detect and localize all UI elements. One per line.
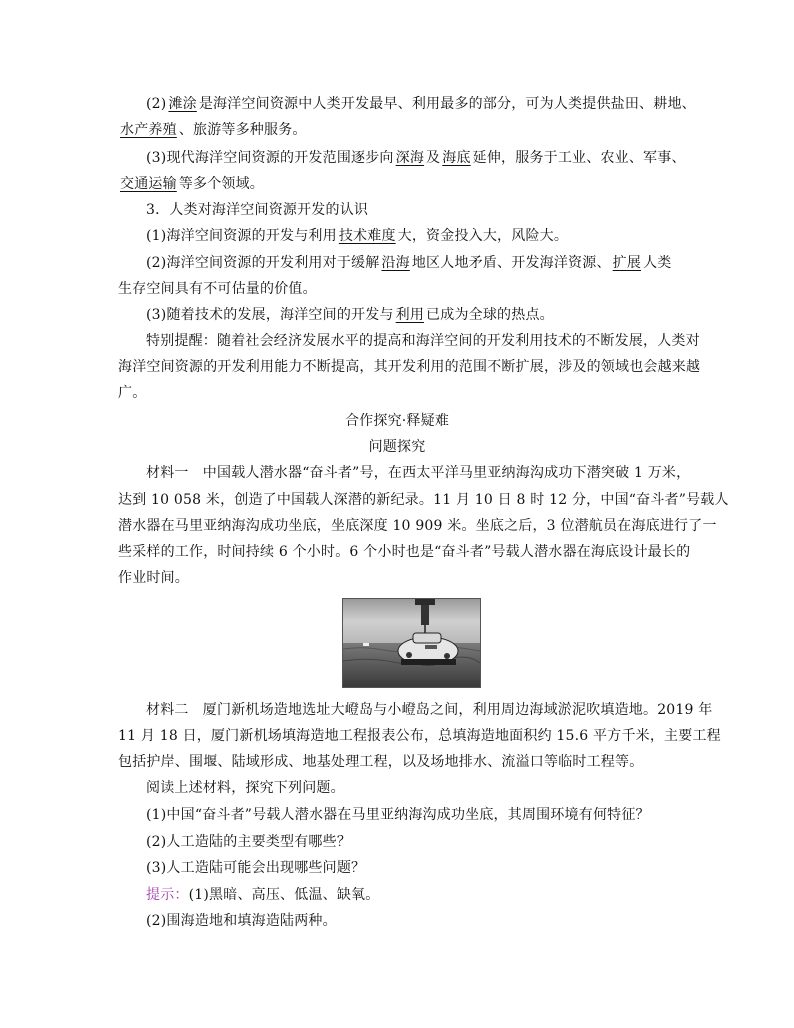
material-1-line-3: 潜水器在马里亚纳海沟成功坐底，坐底深度 10 909 米。坐底之后，3 位潜航员在海底进行了一 <box>118 518 717 534</box>
text: 是海洋空间资源中人类开发最早、利用最多的部分，可为人类提供盐田、耕地、 <box>198 96 696 112</box>
paragraph-5-line-1 <box>146 253 706 273</box>
material-1-line-1: 材料一 中国载人潜水器“奋斗者”号，在西太平洋马里亚纳海沟成功下潜突破 1 万米， <box>146 465 691 481</box>
text: 海洋空间资源的开发与利用 <box>166 228 337 244</box>
answer-blank: 深海 <box>395 150 425 166</box>
text: 现代海洋空间资源的开发范围逐步向 <box>166 150 394 166</box>
text: 及 <box>426 150 441 166</box>
question-intro: 阅读上述材料，探究下列问题。 <box>146 780 345 796</box>
answer-blank: 技术难度 <box>338 228 396 244</box>
hint-label: 提示： <box>146 887 189 903</box>
text: (1)黑暗、高压、低温、缺氧。 <box>188 887 380 903</box>
item-number: (1) <box>146 228 167 244</box>
item-number: (3) <box>146 307 167 323</box>
paragraph-4 <box>146 226 706 246</box>
item-number: (2) <box>146 255 167 271</box>
material-2-line-3: 包括护岸、围堰、陆域形成、地基处理工程，以及场地排水、流溢口等临时工程等。 <box>118 754 644 770</box>
submersible-image <box>343 599 480 687</box>
paragraph-6 <box>146 305 706 325</box>
answer-blank: 沿海 <box>381 255 410 271</box>
material-1-line-4: 些采样的工作，时间持续 6 个小时。6 个小时也是“奋斗者”号载人潜水器在海底设计最长的 <box>118 544 691 560</box>
text: 等多个领域。 <box>178 176 265 192</box>
answer-blank: 水产养殖 <box>120 122 177 138</box>
text: 延伸，服务于工业、农业、军事、 <box>472 150 686 166</box>
answer-blank: 交通运输 <box>120 176 177 192</box>
answer-2: (2)围海造地和填海造陆两种。 <box>146 913 337 929</box>
question-1: (1)中国“奋斗者”号载人潜水器在马里亚纳海沟成功坐底，其周围环境有何特征？ <box>146 807 650 823</box>
answer-blank: 利用 <box>395 307 425 323</box>
note-line-2: 海洋空间资源的开发利用能力不断提高，其开发利用的范围不断扩展，涉及的领域也会越来越 <box>118 359 701 375</box>
question-3: (3)人工造陆可能会出现哪些问题？ <box>146 860 366 876</box>
material-1-line-2: 达到 10 058 米，创造了中国载人深潜的新纪录。11 月 10 日 8 时 12 分，中国“奋斗者”号载人 <box>118 492 729 508</box>
text: 随着技术的发展，海洋空间的开发与 <box>166 307 394 323</box>
paragraph-2-line-2 <box>118 120 678 140</box>
note-line-3: 广。 <box>118 385 147 401</box>
section-3-title: 3．人类对海洋空间资源开发的认识 <box>146 202 369 218</box>
material-1-line-5: 作业时间。 <box>118 570 189 586</box>
material-2-line-2: 11 月 18 日，厦门新机场填海造地工程报表公布，总填海造地面积约 15.6 平方千米，主要工程 <box>118 728 721 744</box>
note-line-1: 特别提醒：随着社会经济发展水平的提高和海洋空间的开发利用技术的不断发展，人类对 <box>146 333 700 349</box>
text: 大，资金投入大，风险大。 <box>397 228 569 244</box>
paragraph-5-line-2: 生存空间具有不可估量的价值。 <box>118 281 317 297</box>
text: 已成为全球的热点。 <box>426 307 554 323</box>
sky <box>343 599 480 643</box>
text: 人类 <box>643 255 672 271</box>
submersible-photo <box>342 598 481 688</box>
answer-blank: 滩涂 <box>168 96 197 112</box>
paragraph-3-line-1 <box>146 148 706 168</box>
text: 海洋空间资源的开发利用对于缓解 <box>166 255 380 271</box>
material-2-line-1: 材料二 厦门新机场造地选址大嶝岛与小嶝岛之间，利用周边海域淤泥吹填造地。2019 年 <box>146 702 713 718</box>
answer-1 <box>146 885 706 905</box>
item-number: (2) <box>146 96 167 112</box>
paragraph-3-line-2 <box>118 174 678 194</box>
answer-blank: 扩展 <box>612 255 642 271</box>
item-number: (3) <box>146 150 167 166</box>
question-2: (2)人工造陆的主要类型有哪些？ <box>146 834 352 850</box>
answer-blank: 海底 <box>442 150 471 166</box>
section-heading: 合作探究·释疑难 <box>344 413 450 429</box>
subsection-heading: 问题探究 <box>368 439 426 455</box>
text: 、旅游等多种服务。 <box>178 122 307 138</box>
paragraph-2-line-1 <box>146 94 706 114</box>
text: 地区人地矛盾、开发海洋资源、 <box>411 255 611 271</box>
